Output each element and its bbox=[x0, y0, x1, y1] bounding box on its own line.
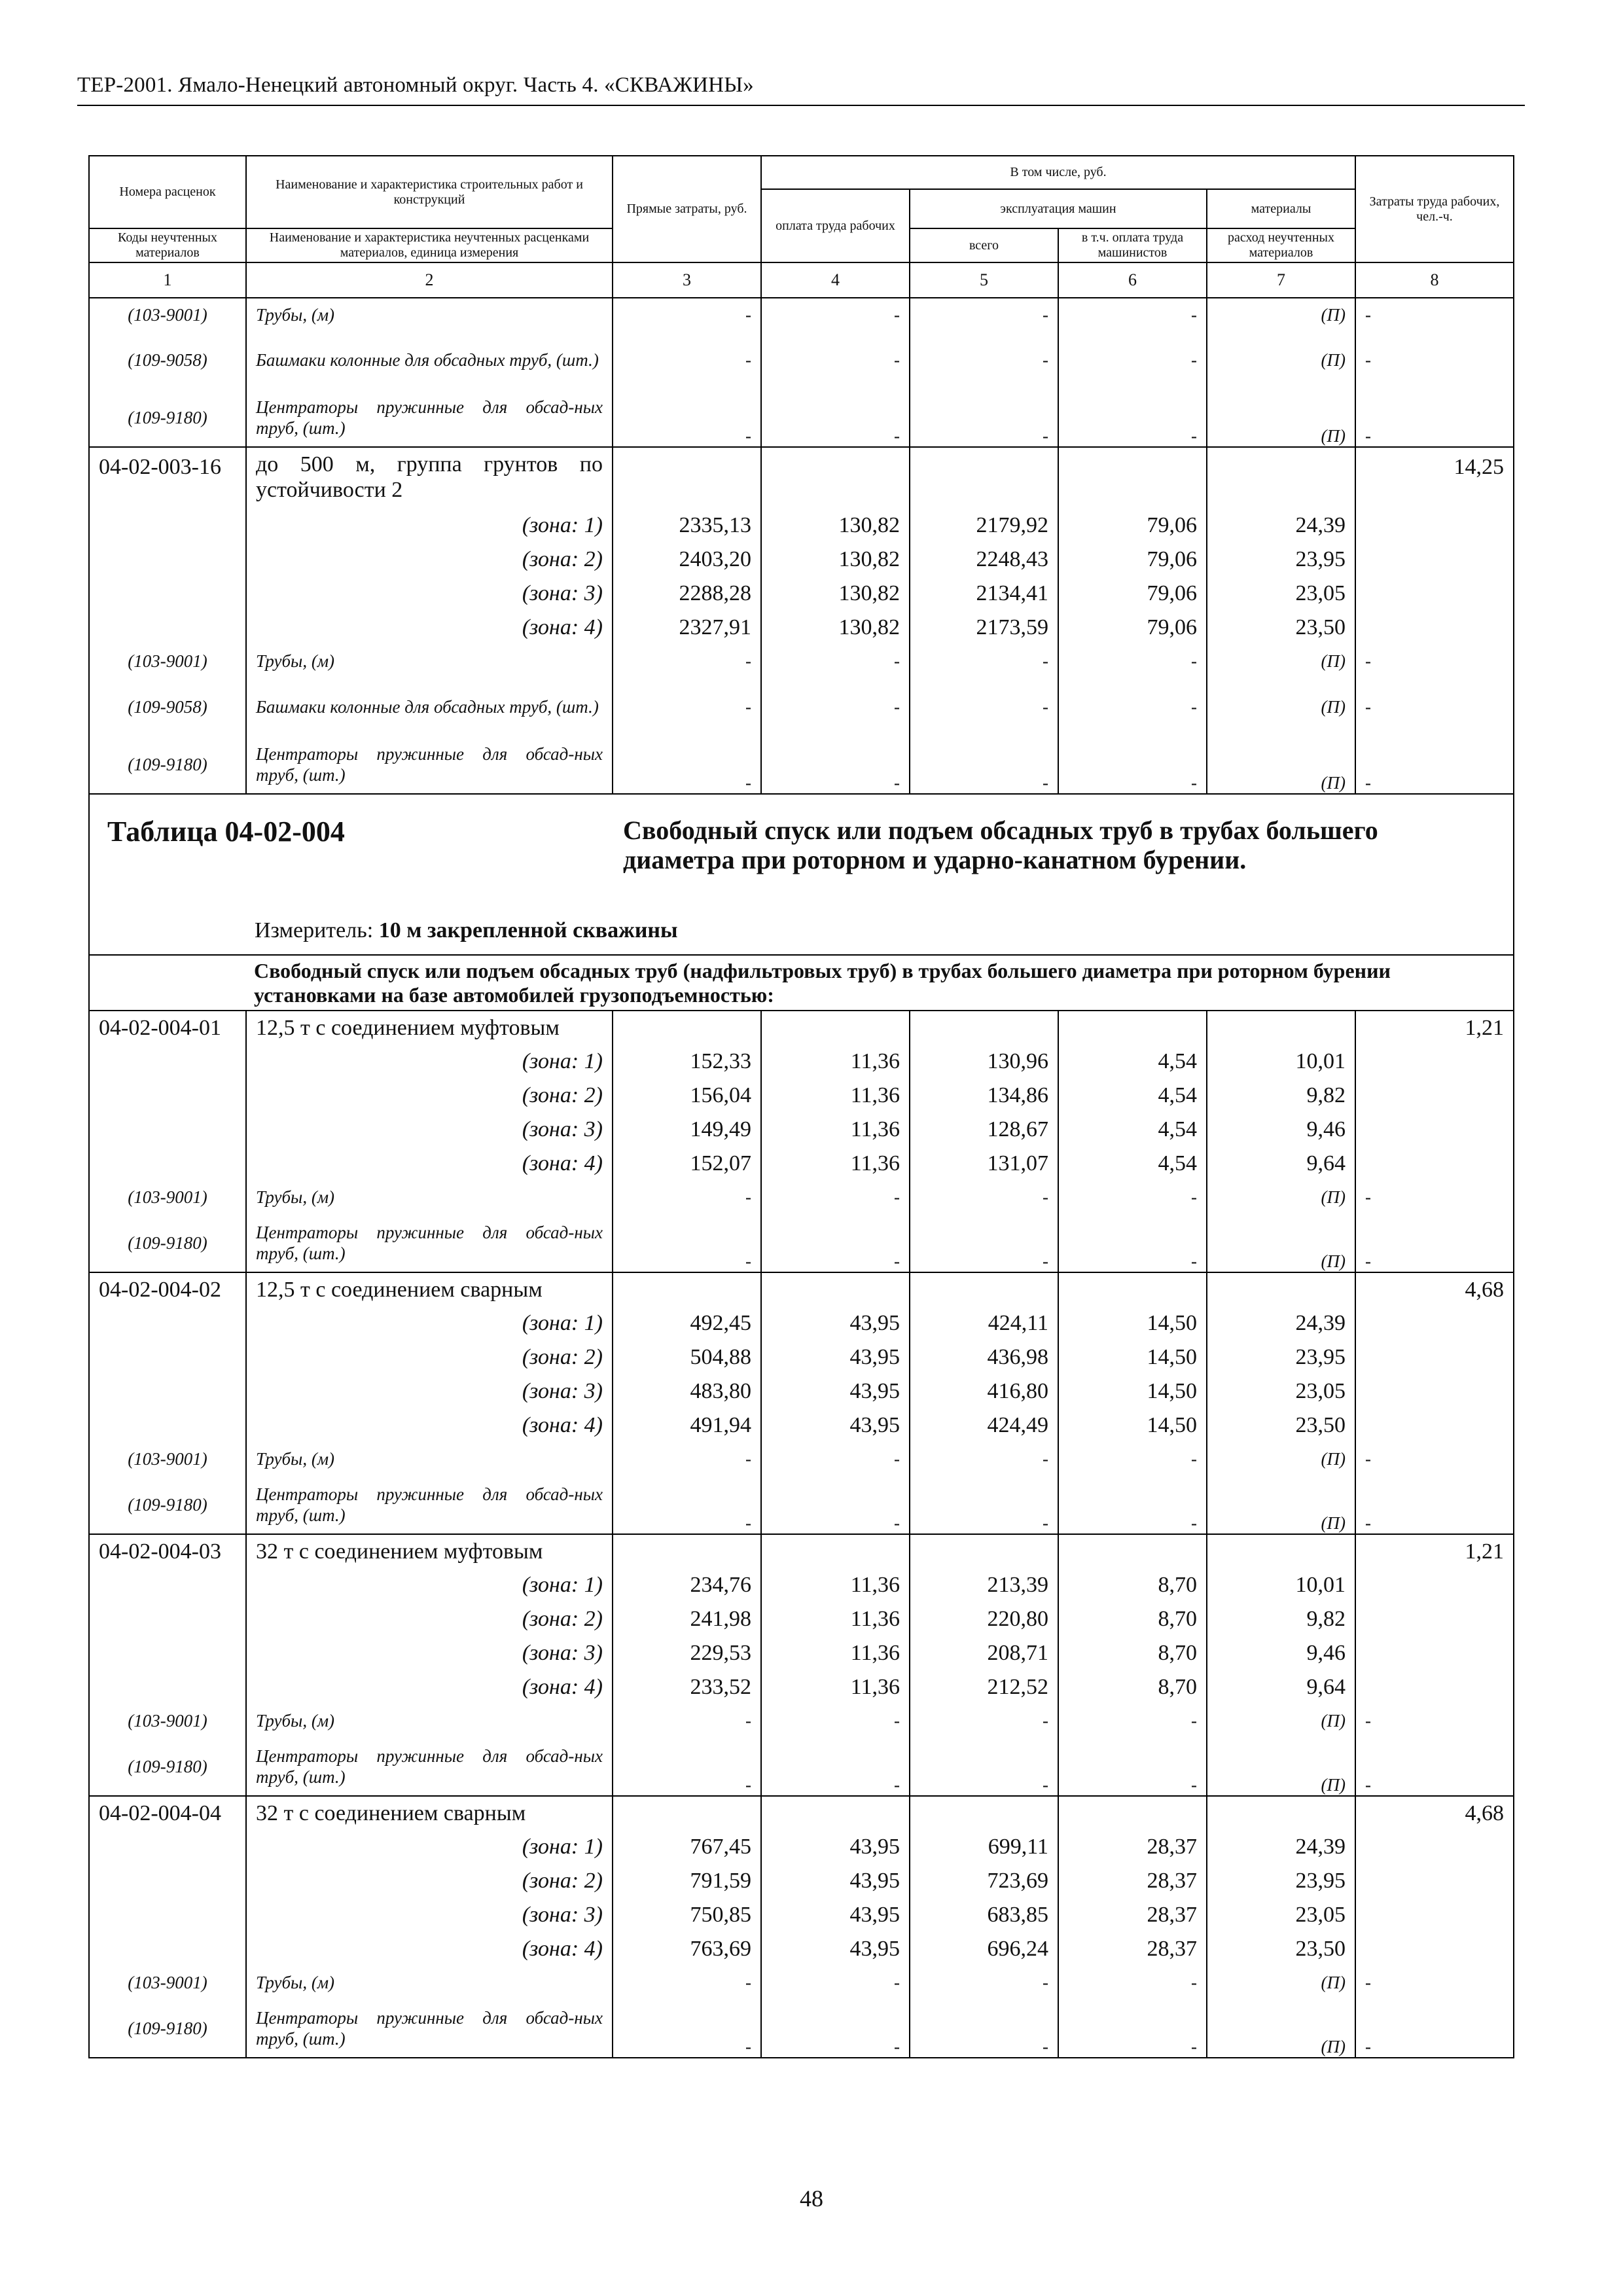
rate-name: 12,5 т с соединением сварным bbox=[246, 1272, 613, 1306]
rate-name: 12,5 т с соединением муфтовым bbox=[246, 1011, 613, 1045]
zone-row: (зона: 1) 2335,13 130,82 2179,92 79,06 24,39 bbox=[89, 509, 1514, 543]
section-subtitle-row bbox=[89, 955, 1514, 1011]
labor-cost: 14,25 bbox=[1355, 447, 1514, 509]
material-row: (103-9001) Трубы, (м) - - - - (П) - bbox=[89, 1181, 1514, 1215]
zone-row: (зона: 1) 234,76 11,36 213,39 8,70 10,01 bbox=[89, 1568, 1514, 1602]
material-row: (109-9180) Центраторы пружинные для обсад-ных труб, (шт.) - - - - (П) - bbox=[89, 1738, 1514, 1796]
labor-cost: 1,21 bbox=[1355, 1534, 1514, 1568]
zone-row: (зона: 3) 2288,28 130,82 2134,41 79,06 23,05 bbox=[89, 577, 1514, 611]
zone-row: (зона: 2) 504,88 43,95 436,98 14,50 23,95 bbox=[89, 1340, 1514, 1374]
zone-row: (зона: 2) 2403,20 130,82 2248,43 79,06 23,95 bbox=[89, 543, 1514, 577]
column-number: 6 bbox=[1058, 262, 1207, 298]
p-mark: (П) bbox=[1207, 332, 1355, 389]
labor-cost: 1,21 bbox=[1355, 1011, 1514, 1045]
rate-entry bbox=[89, 1796, 1514, 1830]
zone-row: (зона: 4) 2327,91 130,82 2173,59 79,06 23,50 bbox=[89, 611, 1514, 645]
header-direct-costs: Прямые затраты, руб. bbox=[613, 156, 761, 262]
material-row: (109-9058) Башмаки колонные для обсадных труб, (шт.) - - - - (П) - bbox=[89, 679, 1514, 736]
rate-code: 04-02-004-04 bbox=[89, 1796, 246, 1830]
material-row: (103-9001) Трубы, (м) - - - - (П) - bbox=[89, 645, 1514, 679]
material-code: (109-9180) bbox=[89, 389, 246, 447]
rate-name: до 500 м, группа грунтов по устойчивости 2 bbox=[246, 447, 613, 509]
material-row: (109-9180) Центраторы пружинные для обсад-ных труб, (шт.) - - - - (П) - bbox=[89, 736, 1514, 794]
header-material-codes: Коды неучтенных материалов bbox=[89, 228, 246, 262]
header-rule bbox=[77, 105, 1525, 106]
column-number: 2 bbox=[246, 262, 613, 298]
section-title: Свободный спуск или подъем обсадных труб в трубах большего диаметра при роторном и ударно-канатном бурении. bbox=[623, 816, 1378, 875]
material-code: (103-9001) bbox=[89, 298, 246, 332]
column-number: 4 bbox=[761, 262, 910, 298]
zone-row: (зона: 3) 750,85 43,95 683,85 28,37 23,05 bbox=[89, 1898, 1514, 1932]
rate-entry bbox=[89, 1272, 1514, 1306]
zone-row: (зона: 4) 763,69 43,95 696,24 28,37 23,50 bbox=[89, 1932, 1514, 1966]
rate-code: 04-02-003-16 bbox=[89, 447, 246, 509]
labor-cost: 4,68 bbox=[1355, 1272, 1514, 1306]
rate-code: 04-02-004-02 bbox=[89, 1272, 246, 1306]
zone-row: (зона: 3) 229,53 11,36 208,71 8,70 9,46 bbox=[89, 1636, 1514, 1670]
header-unaccounted-materials: расход неучтенных материалов bbox=[1207, 228, 1355, 262]
material-row: (109-9180) Центраторы пружинные для обсад-ных труб, (шт.) - - - - (П) - bbox=[89, 1477, 1514, 1534]
material-row: (109-9180) Центраторы пружинные для обсад-ных труб, (шт.) - - - - (П) - bbox=[89, 389, 1514, 447]
rate-entry bbox=[89, 1011, 1514, 1045]
rate-entry bbox=[89, 1534, 1514, 1568]
header-operator-pay: в т.ч. оплата труда машинистов bbox=[1058, 228, 1207, 262]
p-mark: (П) bbox=[1207, 298, 1355, 332]
measure-label: Измеритель: bbox=[255, 918, 374, 942]
column-number: 1 bbox=[89, 262, 246, 298]
column-number: 8 bbox=[1355, 262, 1514, 298]
material-row: (109-9180) Центраторы пружинные для обсад-ных труб, (шт.) - - - - (П) - bbox=[89, 1215, 1514, 1272]
table-number: Таблица 04-02-004 bbox=[107, 816, 345, 848]
zone-row: (зона: 4) 233,52 11,36 212,52 8,70 9,64 bbox=[89, 1670, 1514, 1704]
zone-row: (зона: 2) 241,98 11,36 220,80 8,70 9,82 bbox=[89, 1602, 1514, 1636]
header-worker-pay: оплата труда рабочих bbox=[761, 189, 910, 262]
labor-cost: 4,68 bbox=[1355, 1796, 1514, 1830]
zone-row: (зона: 2) 156,04 11,36 134,86 4,54 9,82 bbox=[89, 1079, 1514, 1113]
zone-row: (зона: 3) 149,49 11,36 128,67 4,54 9,46 bbox=[89, 1113, 1514, 1147]
column-number: 5 bbox=[910, 262, 1058, 298]
material-row: (103-9001) Трубы, (м) - - - - (П) - bbox=[89, 1966, 1514, 2000]
header-labor-costs: Затраты труда рабочих, чел.-ч. bbox=[1355, 156, 1514, 262]
table-section-header bbox=[89, 794, 1514, 955]
zone-row: (зона: 1) 492,45 43,95 424,11 14,50 24,39 bbox=[89, 1306, 1514, 1340]
zone-row: (зона: 1) 767,45 43,95 699,11 28,37 24,39 bbox=[89, 1830, 1514, 1864]
column-number: 7 bbox=[1207, 262, 1355, 298]
header-materials: материалы bbox=[1207, 189, 1355, 228]
material-row: (103-9001) Трубы, (м) - - - - (П) - bbox=[89, 1704, 1514, 1738]
material-row: (109-9058) Башмаки колонные для обсадных труб, (шт.) - - - - (П) - bbox=[89, 332, 1514, 389]
material-name: Трубы, (м) bbox=[246, 298, 613, 332]
header-including: В том числе, руб. bbox=[761, 156, 1355, 189]
zone-row: (зона: 3) 483,80 43,95 416,80 14,50 23,05 bbox=[89, 1374, 1514, 1408]
header-machine-operation: эксплуатация машин bbox=[910, 189, 1207, 228]
rate-code: 04-02-004-01 bbox=[89, 1011, 246, 1045]
material-row: (109-9180) Центраторы пружинные для обсад-ных труб, (шт.) - - - - (П) - bbox=[89, 2000, 1514, 2058]
header-work-name: Наименование и характеристика строительных работ и конструкций bbox=[246, 156, 613, 228]
section-subtitle: Свободный спуск или подъем обсадных труб (надфильтровых труб) в трубах большего диаметра при роторном бурении установками на базе автомобилей грузоподъемностью: bbox=[246, 955, 1514, 1011]
running-header: ТЕР-2001. Ямало-Ненецкий автономный округ. Часть 4. «СКВАЖИНЫ» bbox=[77, 73, 754, 97]
header-material-names: Наименование и характеристика неучтенных расценками материалов, единица измерения bbox=[246, 228, 613, 262]
rates-table bbox=[88, 155, 1514, 2058]
material-code: (109-9058) bbox=[89, 332, 246, 389]
zone-row: (зона: 4) 152,07 11,36 131,07 4,54 9,64 bbox=[89, 1147, 1514, 1181]
material-row: (103-9001) Трубы, (м) - - - - (П) - bbox=[89, 298, 1514, 332]
rate-name: 32 т с соединением муфтовым bbox=[246, 1534, 613, 1568]
p-mark: (П) bbox=[1207, 389, 1355, 447]
material-name: Башмаки колонные для обсадных труб, (шт.) bbox=[246, 332, 613, 389]
rate-entry bbox=[89, 447, 1514, 509]
material-name: Центраторы пружинные для обсад-ных труб, (шт.) bbox=[246, 389, 613, 447]
page-number: 48 bbox=[800, 2185, 823, 2212]
zone-row: (зона: 1) 152,33 11,36 130,96 4,54 10,01 bbox=[89, 1045, 1514, 1079]
rate-code: 04-02-004-03 bbox=[89, 1534, 246, 1568]
rate-name: 32 т с соединением сварным bbox=[246, 1796, 613, 1830]
header-rate-numbers: Номера расценок bbox=[89, 156, 246, 228]
measure-value: 10 м закрепленной скважины bbox=[378, 918, 678, 942]
column-number: 3 bbox=[613, 262, 761, 298]
zone-row: (зона: 4) 491,94 43,95 424,49 14,50 23,50 bbox=[89, 1408, 1514, 1443]
measure-line bbox=[255, 918, 678, 943]
header-machines-total: всего bbox=[910, 228, 1058, 262]
material-row: (103-9001) Трубы, (м) - - - - (П) - bbox=[89, 1443, 1514, 1477]
zone-row: (зона: 2) 791,59 43,95 723,69 28,37 23,95 bbox=[89, 1864, 1514, 1898]
